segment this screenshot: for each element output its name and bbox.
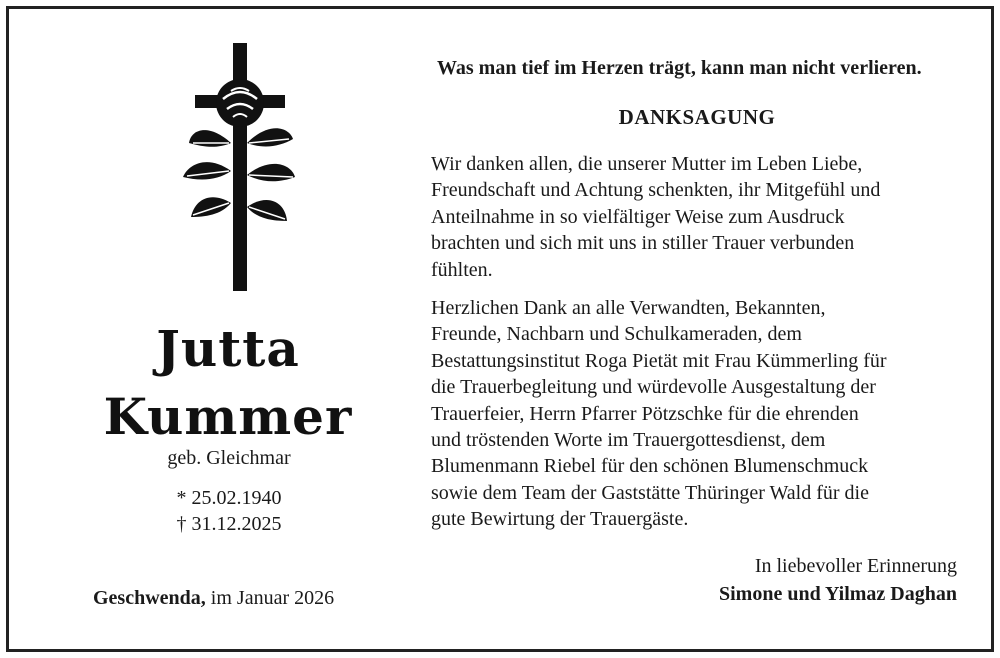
paragraph-thanks — [431, 151, 961, 283]
left-column — [9, 9, 429, 649]
text-line: Anteilnahme in so vielfältiger Weise zum Ausdruck — [431, 205, 845, 228]
text-line: Freunde, Nachbarn und Schulkameraden, dem — [431, 323, 802, 346]
motto: Was man tief im Herzen trägt, kann man nicht verlieren. — [437, 57, 922, 79]
date: im Januar 2026 — [205, 587, 335, 609]
place-and-date — [93, 587, 334, 610]
deceased-first-name: Jutta — [156, 319, 300, 378]
text-line: gute Bewirtung der Trauergäste. — [431, 508, 689, 531]
text-line: Bestattungsinstitut Roga Pietät mit Frau Kümmerling für — [431, 349, 887, 372]
signature: Simone und Yilmaz Daghan — [718, 583, 957, 605]
right-column — [429, 9, 965, 649]
paragraph-acknowledgements — [431, 295, 961, 533]
closing-line: In liebevoller Erinnerung — [754, 555, 957, 577]
text-line: fühlten. — [431, 258, 493, 281]
cross-with-rose-icon — [179, 43, 299, 293]
text-line: Trauerfeier, Herrn Pfarrer Pötzschke für die ehrenden — [431, 402, 859, 425]
death-date: † 31.12.2025 — [176, 513, 282, 535]
notice-frame — [6, 6, 994, 652]
text-line: Herzlichen Dank an alle Verwandten, Bekannten, — [431, 297, 826, 319]
deceased-last-name: Kummer — [103, 387, 353, 446]
text-line: die Trauerbegleitung und würdevolle Ausgestaltung der — [431, 376, 876, 399]
text-line: und tröstenden Worte im Trauergottesdienst, dem — [431, 429, 826, 452]
heading: DANKSAGUNG — [618, 105, 776, 129]
birth-date: * 25.02.1940 — [176, 487, 282, 509]
text-line: sowie dem Team der Gaststätte Thüringer Wald für die — [431, 481, 869, 504]
birth-name: geb. Gleichmar — [167, 447, 291, 469]
text-line: brachten und sich mit uns in stiller Trauer verbunden — [431, 232, 855, 255]
text-line: Blumenmann Riebel für den schönen Blumenschmuck — [431, 455, 869, 478]
place: Geschwenda, — [93, 587, 206, 609]
text-line: Freundschaft und Achtung schenkten, ihr Mitgefühl und — [431, 179, 881, 202]
text-line: Wir danken allen, die unserer Mutter im Leben Liebe, — [431, 153, 863, 175]
